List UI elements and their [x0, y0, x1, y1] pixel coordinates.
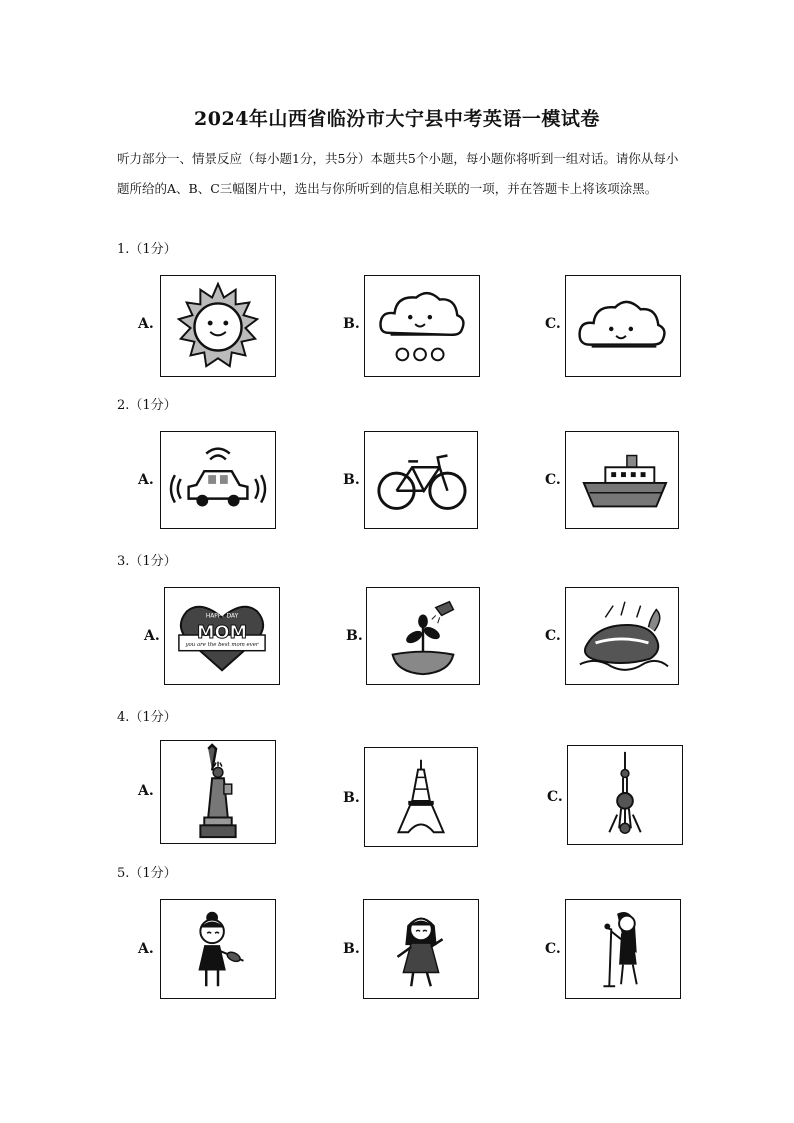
q3-option-c-label: C.: [545, 628, 561, 644]
question-number-4: 4.（1分）: [117, 710, 177, 725]
q5-option-b-label: B.: [343, 941, 360, 957]
q4-option-c-picture[interactable]: [567, 745, 683, 845]
q5-option-b-picture[interactable]: [363, 899, 479, 999]
q4-option-b-picture[interactable]: [364, 747, 478, 847]
q2-option-b-label: B.: [343, 472, 360, 488]
girl-singing-icon: [566, 900, 680, 998]
statue-of-liberty-icon: [161, 741, 275, 843]
mothers-day-sub-text: you are the best mom ever: [185, 641, 259, 648]
q2-option-c-label: C.: [545, 472, 561, 488]
q4-option-c-label: C.: [547, 789, 563, 805]
sun-icon: [161, 276, 275, 376]
mothers-day-main-text: MOM: [196, 622, 248, 643]
q5-option-a-picture[interactable]: [160, 899, 276, 999]
q1-option-a-label: A.: [138, 316, 154, 332]
ship-icon: [566, 432, 678, 528]
q5-option-c-picture[interactable]: [565, 899, 681, 999]
question-number-2: 2.（1分）: [117, 398, 177, 413]
q5-option-a-label: A.: [138, 941, 154, 957]
eiffel-tower-icon: [365, 748, 477, 846]
q1-option-a-picture[interactable]: [160, 275, 276, 377]
q4-option-b-label: B.: [343, 790, 360, 806]
q1-option-c-label: C.: [545, 316, 561, 332]
girl-dancing-icon: [364, 900, 478, 998]
q4-option-a-label: A.: [138, 783, 154, 799]
mothers-day-icon: [165, 588, 279, 684]
exam-title: 2024年山西省临汾市大宁县中考英语一模试卷: [194, 108, 600, 130]
oriental-pearl-tower-icon: [568, 746, 682, 844]
question-number-1: 1.（1分）: [117, 242, 177, 257]
car-icon: [161, 432, 275, 528]
q3-option-a-picture[interactable]: [164, 587, 280, 685]
question-number-5: 5.（1分）: [117, 866, 177, 881]
mothers-day-top-text: HAPPY DAY: [205, 613, 239, 620]
cloud-icon: [566, 276, 680, 376]
dragon-boat-icon: [566, 588, 678, 684]
q5-option-c-label: C.: [545, 941, 561, 957]
q2-option-a-picture[interactable]: [160, 431, 276, 529]
q1-option-b-picture[interactable]: [364, 275, 480, 377]
snow-cloud-icon: [365, 276, 479, 376]
instructions: 听力部分一、情景反应（每小题1分，共5分）本题共5个小题，每小题你将听到一组对话。请你从每小题所给的A、B、C三幅图片中，选出与你所听到的信息相关联的一项，并在答题卡上将该项涂黑。: [117, 151, 679, 196]
q4-option-a-picture[interactable]: [160, 740, 276, 844]
q3-option-b-picture[interactable]: [366, 587, 480, 685]
girl-violin-icon: [161, 900, 275, 998]
tree-planting-icon: [367, 588, 479, 684]
q2-option-a-label: A.: [138, 472, 154, 488]
q2-option-c-picture[interactable]: [565, 431, 679, 529]
question-number-3: 3.（1分）: [117, 554, 177, 569]
bicycle-icon: [365, 432, 477, 528]
q3-option-c-picture[interactable]: [565, 587, 679, 685]
q3-option-b-label: B.: [346, 628, 363, 644]
q2-option-b-picture[interactable]: [364, 431, 478, 529]
q1-option-b-label: B.: [343, 316, 360, 332]
q3-option-a-label: A.: [144, 628, 160, 644]
q1-option-c-picture[interactable]: [565, 275, 681, 377]
